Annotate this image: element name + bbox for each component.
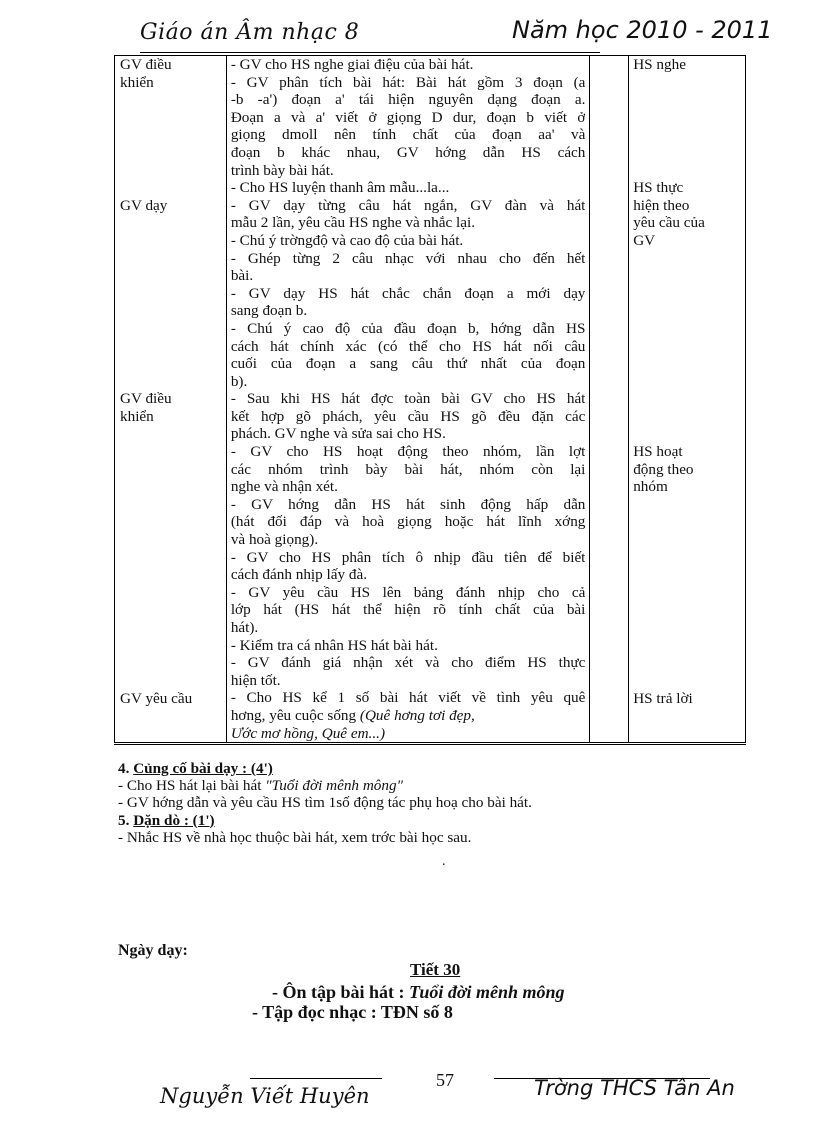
content-line: cách đánh nhịp lấy đà.	[230, 566, 368, 584]
footer-rule-left	[250, 1078, 382, 1079]
content-line: cuối của đoạn a sang câu thứ nhất của đoạn	[230, 355, 586, 373]
student-activity-2: HS thực hiện theo yêu cầu của GV	[633, 179, 705, 249]
content-line: lớp hát (HS hát thể hiện rõ tính chất của bài	[230, 601, 586, 619]
role-label-4: GV yêu cầu	[120, 689, 193, 707]
content-line: - GV hớng dẫn HS hát sinh động hấp dẫn	[230, 495, 586, 513]
lesson-table	[114, 55, 746, 745]
content-line: Ước mơ hồng, Quê em...)	[230, 724, 386, 742]
stray-dot: .	[442, 854, 446, 869]
footer-author: Nguyễn Viết Huyên	[160, 1084, 370, 1108]
content-line: - GV yêu cầu HS lên bảng đánh nhịp cho cả	[230, 583, 586, 601]
content-line: b).	[230, 372, 248, 390]
role-label-1: GV điều khiển	[120, 56, 172, 91]
section-4-line-1: - Cho HS hát lại bài hát "Tuổi đời mênh mông"	[118, 777, 403, 795]
content-line: - GV dạy HS hát chắc chắn đoạn a mới dạy	[230, 284, 586, 302]
lesson-number: Tiết 30	[410, 960, 461, 979]
content-line: - Cho HS kể 1 số bài hát viết về tình yêu quê	[230, 689, 586, 707]
header-subject: Giáo án Âm nhạc 8	[140, 20, 360, 45]
section-4-line-2: - GV hớng dẫn và yêu cầu HS tìm 1số động tác phụ hoạ cho bài hát.	[118, 794, 532, 812]
student-activity-4: HS trả lời	[633, 689, 693, 707]
content-line: các nhóm trình bày bài hát, nhóm còn lại	[230, 460, 586, 478]
student-activity-column	[629, 56, 746, 744]
content-line: - Sau khi HS hát đợc toàn bài GV cho HS hát	[230, 390, 586, 408]
student-activity-3: HS hoạt động theo nhóm	[633, 443, 694, 496]
header-rule	[140, 52, 600, 53]
footer-school: Trờng THCS Tân An	[534, 1076, 735, 1100]
content-line: hát).	[230, 619, 259, 636]
content-line-plain: hơng, yêu cuộc sống	[230, 706, 360, 724]
content-line: đoạn b khác nhau, GV hớng dẫn HS cách	[230, 143, 586, 161]
content-line: kết hợp gõ phách, yêu cầu HS gõ đều đặn các	[230, 407, 586, 425]
content-line: và hoà giọng).	[230, 531, 319, 549]
role-label-2: GV dạy	[120, 196, 168, 214]
content-line: phách. GV nghe và sửa sai cho HS.	[230, 425, 446, 443]
content-line: - Chú ý trờngđộ và cao độ của bài hát.	[230, 231, 464, 249]
teaching-date-label: Ngày dạy:	[118, 942, 188, 959]
content-line: trình bày bài hát.	[230, 161, 334, 179]
content-line: - GV cho HS phân tích ô nhịp đầu tiên để biết	[230, 548, 586, 566]
section-5-line-1: - Nhắc HS về nhà học thuộc bài hát, xem trớc bài học sau.	[118, 828, 472, 846]
content-line: sang đoạn b.	[230, 302, 308, 320]
content-line	[231, 707, 586, 725]
sight-reading-line: - Tập đọc nhạc : TĐN số 8	[252, 1002, 453, 1022]
content-line: giọng dmoll nên tính chất của đoạn aa' và	[230, 126, 586, 144]
content-line: cách hát chính xác (có thể cho HS hát nối câu	[230, 337, 586, 355]
review-song-line: - Ôn tập bài hát : Tuổi đời mênh mông	[272, 982, 565, 1002]
content-line: Đoạn a và a' viết ở giọng D dur, đoạn b viết ở	[230, 108, 586, 126]
content-line: mẫu 2 lần, yêu cầu HS nghe và nhắc lại.	[230, 214, 475, 232]
table-row	[115, 56, 746, 744]
content-line: - GV cho HS hoạt động theo nhóm, lần lợt	[230, 443, 586, 461]
header-school-year: Năm học 2010 - 2011	[512, 16, 773, 44]
student-activity-1: HS nghe	[633, 56, 686, 73]
role-label-3: GV điều khiển	[120, 390, 172, 425]
content-line: -b -a') đoạn a' tái hiện nguyên dạng đoạn a.	[230, 91, 586, 109]
section-4-heading: 4. Củng cố bài dạy : (4')	[118, 760, 273, 777]
content-line: - Kiểm tra cá nhân HS hát bài hát.	[230, 636, 438, 654]
content-line: - Cho HS luyện thanh âm mẫu...la...	[230, 179, 450, 197]
content-line: - GV dạy từng câu hát ngắn, GV đàn và hát	[230, 196, 586, 214]
content-line: - Chú ý cao độ của đầu đoạn b, hớng dẫn HS	[230, 319, 586, 337]
song-examples: (Quê hơng tơi đẹp,	[359, 706, 475, 724]
content-column	[226, 56, 590, 744]
content-line: bài.	[230, 267, 254, 285]
section-5-heading: 5. Dặn dò : (1')	[118, 811, 215, 829]
song-title: Tuổi đời mênh mông	[409, 982, 565, 1002]
content-line: (hát đối đáp và hoà giọng hoặc hát lĩnh xớng	[230, 513, 586, 531]
page-number: 57	[436, 1070, 454, 1090]
content-line: hiện tốt.	[230, 671, 281, 689]
teacher-activity-column	[115, 56, 227, 744]
lesson-closing-sections	[118, 760, 758, 846]
content-line: nghe và nhận xét.	[230, 478, 338, 496]
content-line: - GV phân tích bài hát: Bài hát gồm 3 đoạn (a	[230, 73, 586, 91]
content-line: - Ghép từng 2 câu nhạc với nhau cho đến hết	[230, 249, 586, 267]
content-line: - GV đánh giá nhận xét và cho điểm HS thực	[230, 654, 586, 672]
content-line: - GV cho HS nghe giai điệu của bài hát.	[230, 56, 474, 73]
empty-column	[590, 56, 629, 744]
